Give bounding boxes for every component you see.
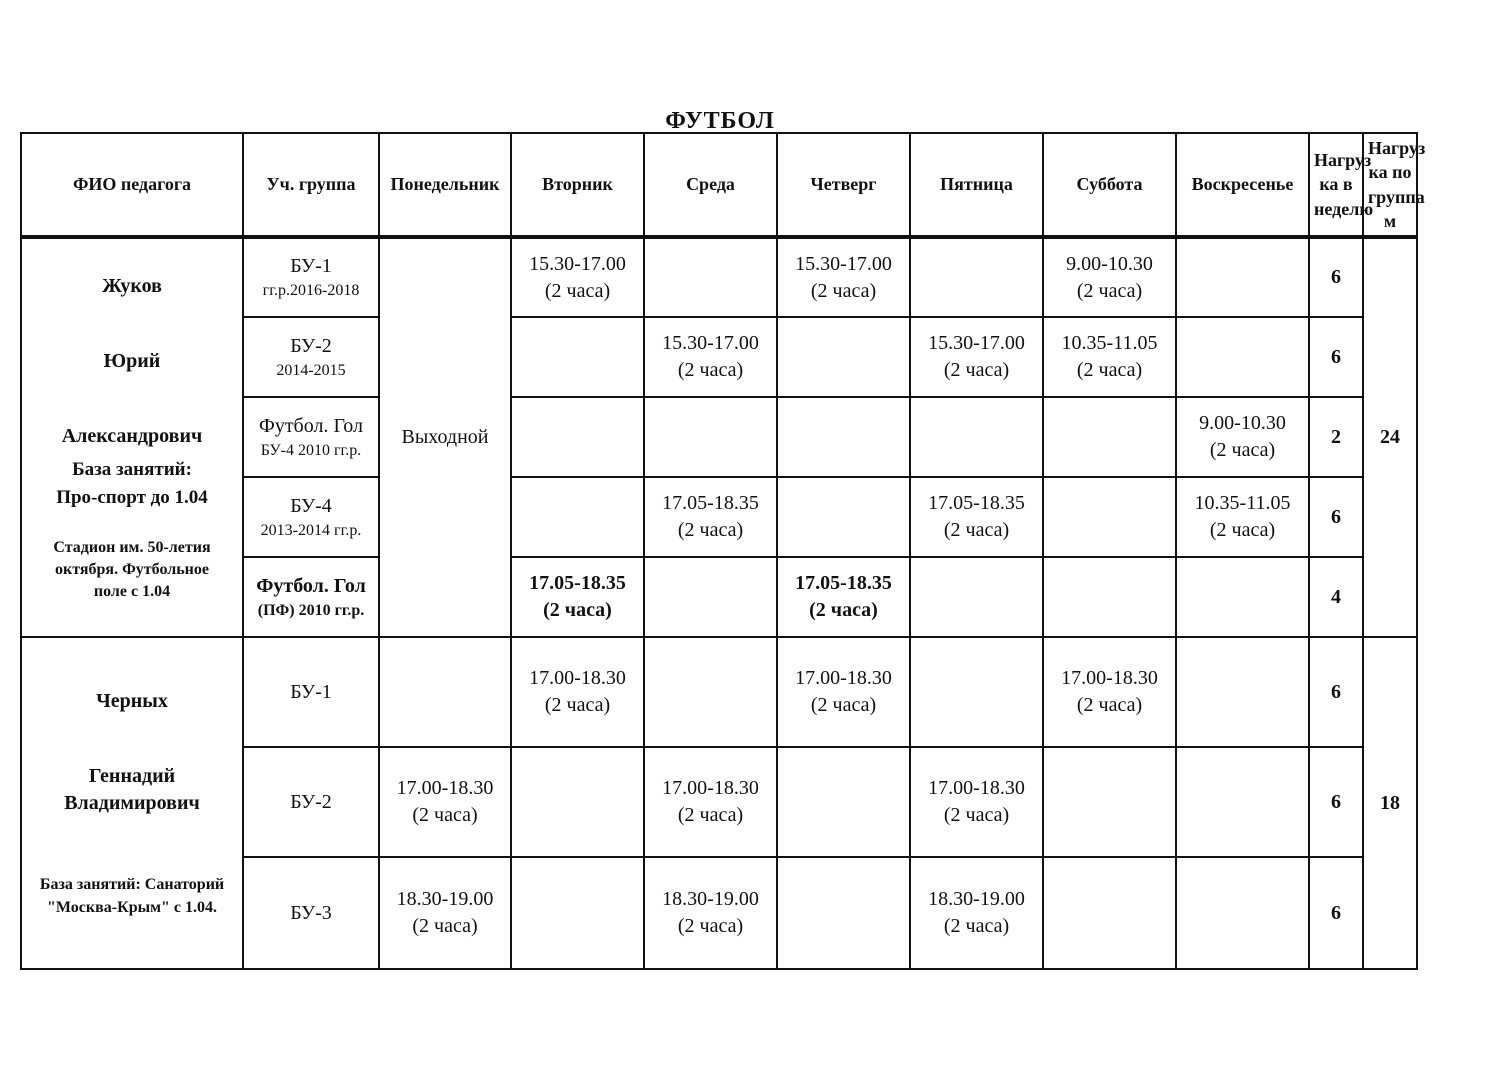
slot-sunday	[1176, 857, 1309, 969]
teacher-name-line: Владимирович	[64, 791, 200, 814]
weekly-load: 6	[1309, 237, 1363, 317]
slot-duration: (2 часа)	[1076, 694, 1143, 717]
slot-time: 9.00-10.30	[1199, 412, 1286, 435]
teacher-base-secondary	[26, 537, 238, 602]
slot-sunday	[1176, 747, 1309, 857]
slot-sunday	[1176, 637, 1309, 747]
slot-tuesday	[511, 317, 644, 397]
column-header-load-groups: Нагруз ка по группа м	[1363, 133, 1417, 237]
slot-time: 17.00-18.30	[795, 667, 892, 690]
slot-sunday	[1176, 557, 1309, 637]
slot-duration: (2 часа)	[943, 359, 1010, 382]
slot-duration: (2 часа)	[943, 804, 1010, 827]
slot-duration: (2 часа)	[412, 804, 478, 827]
slot-sunday	[1176, 317, 1309, 397]
group-name: БУ-3	[290, 901, 332, 924]
slot-friday	[910, 237, 1043, 317]
slot-time: 15.30-17.00	[662, 332, 759, 355]
slot-duration: (2 часа)	[543, 599, 612, 622]
slot-time: 10.35-11.05	[1061, 332, 1158, 355]
column-header-teacher: ФИО педагога	[21, 133, 243, 237]
weekly-load: 6	[1309, 477, 1363, 557]
slot-wednesday	[644, 237, 777, 317]
group-cell	[243, 237, 379, 317]
teacher-cell	[21, 637, 243, 969]
weekly-load: 4	[1309, 557, 1363, 637]
slot-duration: (2 часа)	[677, 804, 744, 827]
group-years: 2013-2014 гг.р.	[260, 521, 362, 539]
teacher-cell	[21, 237, 243, 637]
slot-sunday	[1176, 237, 1309, 317]
slot-time: 18.30-19.00	[662, 888, 759, 911]
slot-friday	[910, 397, 1043, 477]
teacher-base-line: База занятий: Санаторий	[39, 875, 225, 893]
teacher-name-line: Юрий	[103, 350, 161, 373]
slot-time: 18.30-19.00	[396, 888, 494, 911]
slot-duration: (2 часа)	[810, 694, 877, 717]
slot-tuesday	[511, 637, 644, 747]
group-name: БУ-1	[290, 255, 332, 278]
teacher-base-line: Стадион им. 50-летия	[53, 539, 211, 557]
slot-time: 17.00-18.30	[529, 667, 626, 690]
weekly-load: 6	[1309, 317, 1363, 397]
table-row	[21, 237, 1417, 317]
column-header-group: Уч. группа	[243, 133, 379, 237]
weekly-load: 2	[1309, 397, 1363, 477]
schedule-table	[20, 132, 1426, 970]
group-years: (ПФ) 2010 гг.р.	[257, 601, 365, 619]
slot-thursday	[777, 397, 910, 477]
teacher-name-line: Александрович	[61, 425, 203, 448]
teacher-base-line: "Москва-Крым" с 1.04.	[47, 898, 217, 916]
group-load-total: 18	[1363, 637, 1417, 969]
slot-friday	[910, 557, 1043, 637]
slot-sunday	[1176, 397, 1309, 477]
slot-duration: (2 часа)	[677, 519, 744, 542]
header-row	[21, 133, 1417, 237]
teacher-base-line: октября. Футбольное	[54, 560, 209, 578]
slot-time: 15.30-17.00	[529, 252, 626, 275]
slot-duration: (2 часа)	[943, 915, 1010, 938]
group-cell	[243, 857, 379, 969]
page-title: ФУТБОЛ	[665, 108, 775, 134]
slot-friday	[910, 857, 1043, 969]
slot-time: 17.05-18.35	[795, 572, 892, 595]
slot-friday	[910, 637, 1043, 747]
slot-duration: (2 часа)	[809, 599, 878, 622]
teacher-base-line: поле с 1.04	[93, 582, 171, 600]
slot-friday	[910, 477, 1043, 557]
slot-tuesday	[511, 477, 644, 557]
slot-duration: (2 часа)	[1209, 519, 1276, 542]
slot-duration: (2 часа)	[1076, 279, 1143, 302]
slot-wednesday	[644, 557, 777, 637]
group-cell	[243, 397, 379, 477]
column-header-saturday: Суббота	[1043, 133, 1176, 237]
slot-monday	[379, 747, 511, 857]
group-years: гг.р.2016-2018	[262, 282, 360, 300]
slot-time: 9.00-10.30	[1066, 252, 1153, 275]
slot-saturday	[1043, 317, 1176, 397]
slot-thursday	[777, 477, 910, 557]
slot-saturday	[1043, 557, 1176, 637]
group-name: БУ-2	[290, 790, 332, 813]
slot-saturday	[1043, 637, 1176, 747]
slot-saturday	[1043, 397, 1176, 477]
group-name: БУ-1	[290, 680, 332, 703]
slot-duration: (2 часа)	[1209, 439, 1276, 462]
slot-time: 17.00-18.30	[662, 777, 759, 800]
slot-time: 15.30-17.00	[928, 332, 1025, 355]
slot-saturday	[1043, 477, 1176, 557]
slot-sunday	[1176, 477, 1309, 557]
slot-duration: (2 часа)	[677, 915, 744, 938]
slot-time: 17.00-18.30	[1061, 667, 1158, 690]
schedule-body	[21, 237, 1417, 969]
day-off-cell: Выходной	[379, 237, 511, 637]
slot-wednesday	[644, 397, 777, 477]
slot-duration: (2 часа)	[1076, 359, 1143, 382]
slot-time: 18.30-19.00	[928, 888, 1025, 911]
slot-time: 17.00-18.30	[928, 777, 1025, 800]
slot-thursday	[777, 317, 910, 397]
slot-time: 15.30-17.00	[795, 252, 892, 275]
slot-time: 17.05-18.35	[662, 492, 759, 515]
slot-wednesday	[644, 747, 777, 857]
slot-saturday	[1043, 237, 1176, 317]
slot-saturday	[1043, 857, 1176, 969]
slot-duration: (2 часа)	[943, 519, 1010, 542]
slot-friday	[910, 317, 1043, 397]
column-header-monday: Понедельник	[379, 133, 511, 237]
slot-tuesday	[511, 397, 644, 477]
teacher-name-line: Жуков	[102, 275, 162, 298]
table-row	[21, 637, 1417, 747]
slot-duration: (2 часа)	[544, 694, 611, 717]
column-header-tuesday: Вторник	[511, 133, 644, 237]
teacher-name-line: Геннадий	[88, 764, 176, 787]
group-years: БУ-4 2010 гг.р.	[260, 441, 362, 459]
group-years: 2014-2015	[276, 361, 346, 379]
slot-thursday	[777, 857, 910, 969]
slot-wednesday	[644, 637, 777, 747]
teacher-name-line: Черных	[96, 689, 168, 712]
slot-tuesday	[511, 237, 644, 317]
slot-tuesday	[511, 747, 644, 857]
teacher-base-line: База занятий:	[72, 459, 192, 481]
weekly-load: 6	[1309, 637, 1363, 747]
slot-wednesday	[644, 317, 777, 397]
group-load-total: 24	[1363, 237, 1417, 637]
slot-duration: (2 часа)	[677, 359, 744, 382]
group-cell	[243, 637, 379, 747]
group-name: Футбол. Гол	[256, 574, 366, 597]
slot-duration: (2 часа)	[810, 279, 877, 302]
group-cell	[243, 747, 379, 857]
slot-thursday	[777, 747, 910, 857]
slot-duration: (2 часа)	[412, 915, 478, 938]
group-name: Футбол. Гол	[259, 414, 363, 437]
slot-wednesday	[644, 857, 777, 969]
column-header-sunday: Воскресенье	[1176, 133, 1309, 237]
teacher-base	[26, 456, 238, 511]
slot-time: 17.05-18.35	[928, 492, 1025, 515]
group-cell	[243, 557, 379, 637]
slot-thursday	[777, 557, 910, 637]
column-header-load-week: Нагруз ка в неделю	[1309, 133, 1363, 237]
slot-time: 17.00-18.30	[396, 777, 494, 800]
slot-thursday	[777, 237, 910, 317]
slot-tuesday	[511, 857, 644, 969]
slot-friday	[910, 747, 1043, 857]
weekly-load: 6	[1309, 747, 1363, 857]
group-cell	[243, 477, 379, 557]
column-header-friday: Пятница	[910, 133, 1043, 237]
column-header-thursday: Четверг	[777, 133, 910, 237]
slot-thursday	[777, 637, 910, 747]
teacher-base	[26, 873, 238, 919]
slot-saturday	[1043, 747, 1176, 857]
slot-time: 17.05-18.35	[529, 572, 626, 595]
slot-wednesday	[644, 477, 777, 557]
slot-monday	[379, 637, 511, 747]
slot-time: 10.35-11.05	[1194, 492, 1291, 515]
slot-monday	[379, 857, 511, 969]
group-cell	[243, 317, 379, 397]
slot-duration: (2 часа)	[544, 279, 611, 302]
group-name: БУ-4	[290, 494, 332, 517]
group-name: БУ-2	[290, 334, 332, 357]
weekly-load: 6	[1309, 857, 1363, 969]
teacher-base-line: Про-спорт до 1.04	[56, 486, 208, 508]
column-header-wednesday: Среда	[644, 133, 777, 237]
slot-tuesday	[511, 557, 644, 637]
